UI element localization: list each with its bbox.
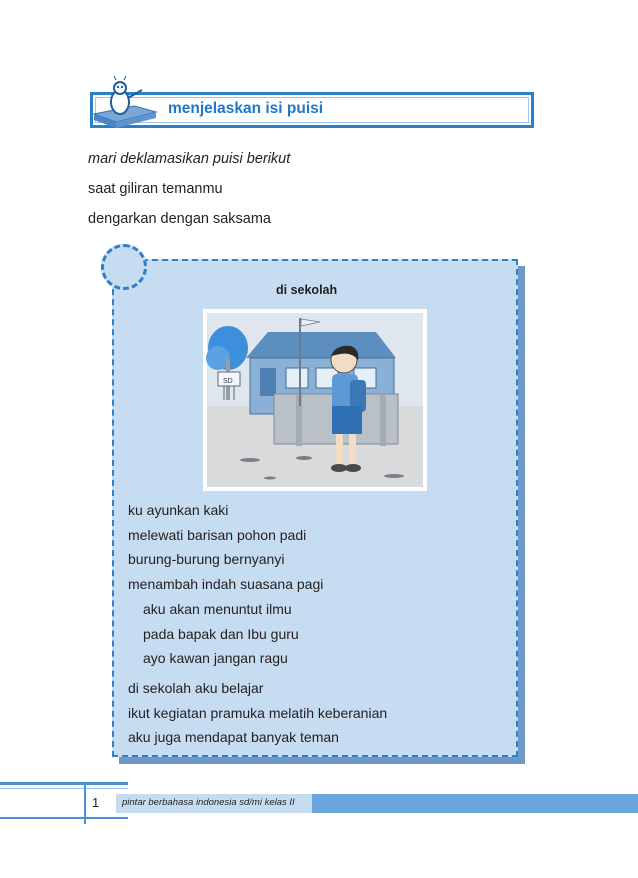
poem-line: menambah indah suasana pagi (128, 575, 324, 592)
poem-stanza-2 (143, 597, 299, 671)
poem-line: ku ayunkan kaki (128, 502, 229, 518)
poem-line: burung-burung bernyanyi (128, 551, 285, 567)
footer-book-title: pintar berbahasa indonesia sd/mi kelas II (122, 797, 295, 808)
poem-stanza-3 (128, 676, 387, 750)
poem-line: melewati barisan pohon padi (128, 526, 307, 543)
poem-line: ayo kawan jangan ragu (143, 650, 288, 666)
intro-line: mari deklamasikan puisi berikut (88, 151, 291, 167)
footer-rule (0, 817, 128, 819)
footer-rule (0, 782, 128, 785)
poem-stanza-1 (128, 498, 323, 596)
section-title: menjelaskan isi puisi (168, 100, 324, 117)
page-number: 1 (92, 795, 100, 810)
poem-line: aku akan menuntut ilmu (143, 601, 292, 617)
poem-line: pada bapak dan Ibu guru (143, 625, 299, 642)
poem-line: di sekolah aku belajar (128, 680, 264, 696)
poem-box-circle-ornament (101, 244, 147, 290)
poem-title: di sekolah (276, 283, 338, 297)
intro-line: dengarkan dengan saksama (88, 211, 271, 227)
intro-line: saat giliran temanmu (88, 181, 223, 197)
mascot-book-icon (90, 76, 160, 132)
poem-line: aku juga mendapat banyak teman (128, 729, 339, 745)
school-illustration (203, 309, 427, 491)
poem-line: ikut kegiatan pramuka melatih keberanian (128, 704, 388, 721)
sign-text: SD (223, 378, 233, 385)
footer-rule (0, 788, 128, 789)
